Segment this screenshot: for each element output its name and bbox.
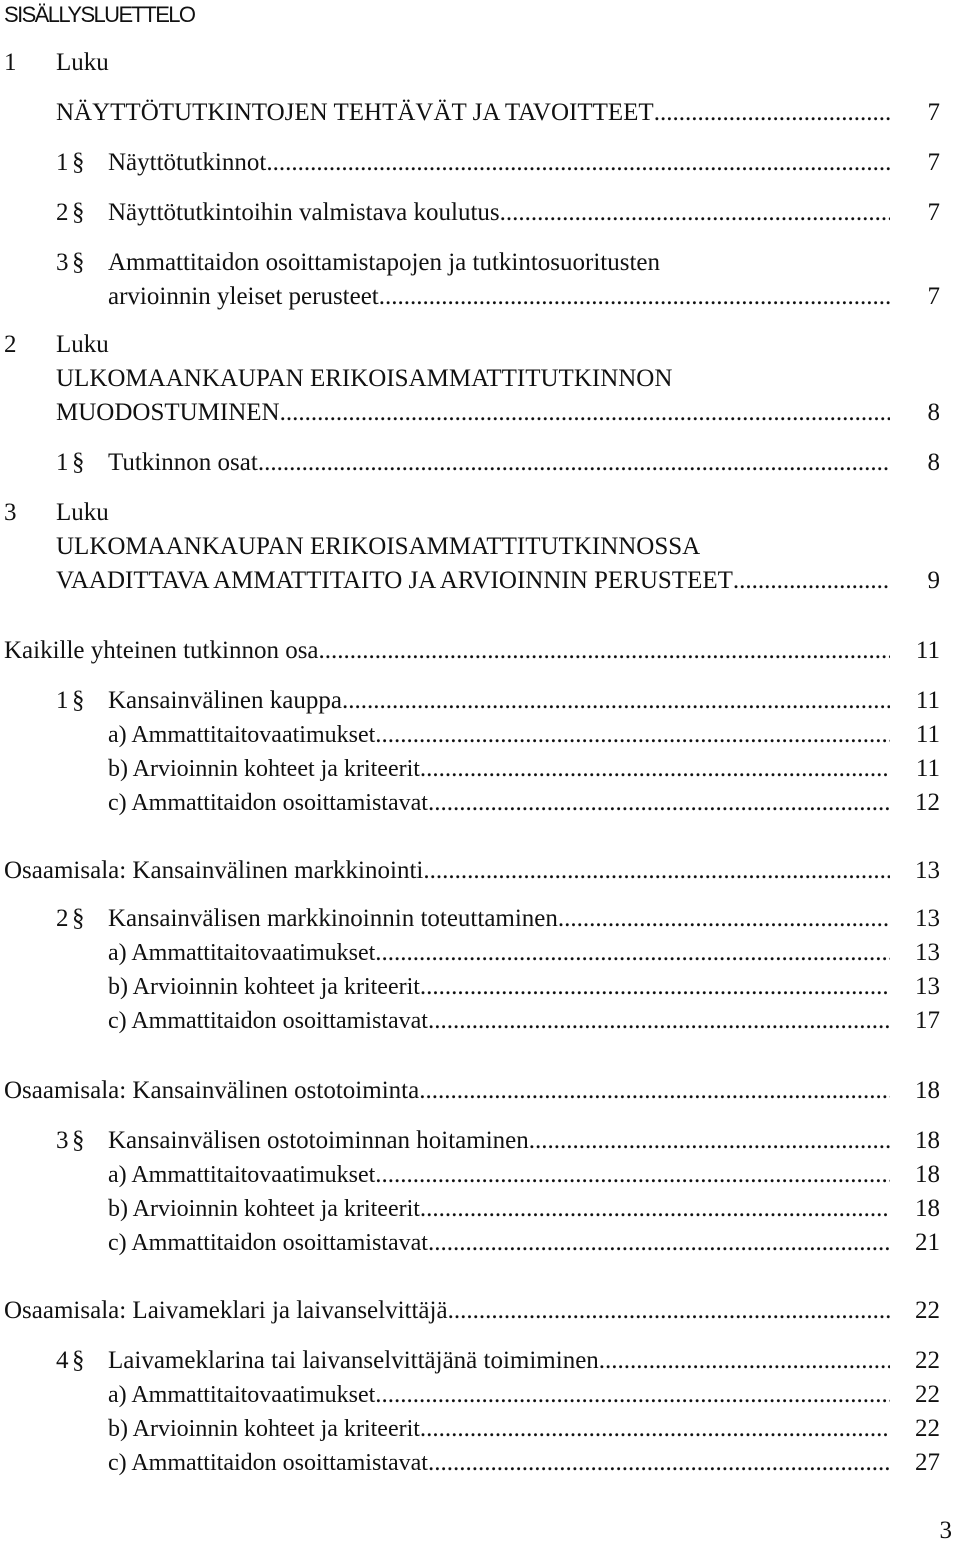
dot-leader: [342, 684, 890, 718]
toc-entry-label: c) Ammattitaidon osoittamistavat: [108, 1230, 428, 1256]
dot-leader: [266, 146, 890, 180]
dot-leader: [420, 752, 890, 786]
dot-leader: [420, 1192, 890, 1226]
chapter-number: 2: [4, 331, 17, 358]
dot-leader: [448, 1294, 890, 1328]
toc-entry-page: 13: [915, 939, 940, 966]
toc-entry-line2[interactable]: [0, 396, 960, 430]
dot-leader: [733, 564, 890, 598]
toc-entry-label: a) Ammattitaitovaatimukset: [108, 1162, 376, 1188]
toc-subentry[interactable]: [0, 1004, 960, 1038]
toc-entry[interactable]: [0, 1074, 960, 1108]
toc-subentry[interactable]: [0, 718, 960, 752]
toc-entry[interactable]: [0, 1344, 960, 1378]
dot-leader: [428, 786, 890, 820]
section-number: 2: [56, 905, 69, 932]
section-sign-icon: §: [72, 449, 85, 476]
toc-entry-page: 9: [927, 567, 940, 594]
dot-leader: [375, 1378, 890, 1412]
toc-entry[interactable]: [0, 446, 960, 480]
section-number: 3: [56, 249, 69, 276]
toc-entry-label: ULKOMAANKAUPAN ERIKOISAMMATTITUTKINNON: [56, 365, 673, 392]
section-number: 1: [56, 449, 69, 476]
toc-entry-label: Osaamisala: Laivameklari ja laivanselvittäjä: [4, 1297, 448, 1324]
toc-entry-label: Kansainvälinen kauppa: [108, 687, 342, 714]
section-sign-icon: §: [72, 687, 85, 714]
toc-entry-label: b) Arvioinnin kohteet ja kriteerit: [108, 1416, 420, 1442]
toc-entry-page: 8: [927, 399, 940, 426]
toc-subentry[interactable]: [0, 936, 960, 970]
dot-leader: [423, 854, 890, 888]
toc-entry-label: Kaikille yhteinen tutkinnon osa: [4, 637, 319, 664]
toc-entry-line1[interactable]: [0, 362, 960, 396]
dot-leader: [258, 446, 890, 480]
toc-entry[interactable]: [0, 1294, 960, 1328]
toc-entry-page: 13: [915, 973, 940, 1000]
dot-leader: [375, 1158, 890, 1192]
toc-entry-page: 7: [927, 199, 940, 226]
toc-entry-page: 18: [915, 1127, 940, 1154]
dot-leader: [375, 936, 890, 970]
toc-entry-page: 8: [927, 449, 940, 476]
section-number: 4: [56, 1347, 69, 1374]
dot-leader: [280, 396, 890, 430]
toc-entry-page: 13: [915, 857, 940, 884]
toc-entry-page: 21: [915, 1229, 940, 1256]
toc-entry[interactable]: [0, 1124, 960, 1158]
toc-entry-page: 7: [927, 99, 940, 126]
dot-leader: [419, 1074, 890, 1108]
toc-entry-line1[interactable]: [0, 246, 960, 280]
toc-entry-page: 11: [915, 721, 940, 748]
dot-leader: [428, 1446, 890, 1480]
toc-entry-page: 13: [915, 905, 940, 932]
section-sign-icon: §: [72, 249, 85, 276]
section-number: 3: [56, 1127, 69, 1154]
toc-subentry[interactable]: [0, 752, 960, 786]
toc-entry-label-cont: MUODOSTUMINEN: [56, 399, 280, 426]
dot-leader: [420, 970, 890, 1004]
toc-entry-label: b) Arvioinnin kohteet ja kriteerit: [108, 1196, 420, 1222]
toc-entry-label: Osaamisala: Kansainvälinen markkinointi: [4, 857, 424, 884]
toc-entry-page: 11: [915, 687, 940, 714]
toc-subentry[interactable]: [0, 786, 960, 820]
chapter-heading: [0, 328, 960, 362]
toc-entry-label: a) Ammattitaitovaatimukset: [108, 940, 376, 966]
toc-entry[interactable]: [0, 854, 960, 888]
toc-entry-label-cont: arvioinnin yleiset perusteet: [108, 283, 379, 310]
dot-leader: [599, 1344, 890, 1378]
toc-entry-page: 27: [915, 1449, 940, 1476]
chapter-heading: [0, 46, 960, 80]
dot-leader: [428, 1004, 890, 1038]
toc-entry-label: b) Arvioinnin kohteet ja kriteerit: [108, 756, 420, 782]
dot-leader: [420, 1412, 890, 1446]
toc-entry[interactable]: [0, 902, 960, 936]
toc-entry[interactable]: [0, 146, 960, 180]
chapter-number: 1: [4, 49, 17, 76]
toc-entry-label: c) Ammattitaidon osoittamistavat: [108, 1008, 428, 1034]
toc-entry[interactable]: [0, 96, 960, 130]
toc-subentry[interactable]: [0, 1226, 960, 1260]
toc-entry-label: a) Ammattitaitovaatimukset: [108, 1382, 376, 1408]
toc-entry-label: Osaamisala: Kansainvälinen ostotoiminta: [4, 1077, 420, 1104]
chapter-number: 3: [4, 499, 17, 526]
toc-entry-page: 18: [915, 1161, 940, 1188]
toc-subentry[interactable]: [0, 1158, 960, 1192]
toc-entry-page: 18: [915, 1195, 940, 1222]
section-sign-icon: §: [72, 149, 85, 176]
dot-leader: [654, 96, 890, 130]
dot-leader: [375, 718, 890, 752]
page-title: SISÄLLYSLUETTELO: [4, 2, 195, 27]
toc-entry-label: a) Ammattitaitovaatimukset: [108, 722, 376, 748]
toc-entry-label: c) Ammattitaidon osoittamistavat: [108, 790, 428, 816]
toc-entry-page: 22: [915, 1381, 940, 1408]
dot-leader: [379, 280, 890, 314]
section-sign-icon: §: [72, 1127, 85, 1154]
dot-leader: [529, 1124, 890, 1158]
dot-leader: [428, 1226, 890, 1260]
section-sign-icon: §: [72, 1347, 85, 1374]
toc-entry[interactable]: [0, 684, 960, 718]
toc-entry-label: NÄYTTÖTUTKINTOJEN TEHTÄVÄT JA TAVOITTEET: [56, 99, 654, 126]
toc-subentry[interactable]: [0, 970, 960, 1004]
chapter-label: Luku: [56, 499, 109, 526]
chapter-label: Luku: [56, 331, 109, 358]
toc-entry-line1[interactable]: [0, 530, 960, 564]
toc-entry-page: 22: [915, 1297, 940, 1324]
dot-leader: [319, 634, 890, 668]
toc-entry-label: Ammattitaidon osoittamistapojen ja tutkintosuoritusten: [108, 249, 661, 276]
chapter-heading: [0, 496, 960, 530]
toc-entry-line2[interactable]: [0, 564, 960, 598]
toc-entry-label: Kansainvälisen markkinoinnin toteuttaminen: [108, 905, 558, 932]
toc-entry-page: 18: [915, 1077, 940, 1104]
section-number: 2: [56, 199, 69, 226]
chapter-label: Luku: [56, 49, 109, 76]
section-sign-icon: §: [72, 199, 85, 226]
toc-entry-page: 17: [915, 1007, 940, 1034]
toc-subentry[interactable]: [0, 1446, 960, 1480]
toc-entry[interactable]: [0, 634, 960, 668]
toc-entry-label: b) Arvioinnin kohteet ja kriteerit: [108, 974, 420, 1000]
toc-entry-page: 11: [915, 755, 940, 782]
toc-entry[interactable]: [0, 196, 960, 230]
toc-entry-label: Näyttötutkintoihin valmistava koulutus: [108, 199, 500, 226]
toc-entry-page: 22: [915, 1415, 940, 1442]
toc-entry-label: Näyttötutkinnot: [108, 149, 267, 176]
toc-entry-label: ULKOMAANKAUPAN ERIKOISAMMATTITUTKINNOSSA: [56, 533, 701, 560]
toc-entry-label: Tutkinnon osat: [108, 449, 258, 476]
toc-entry-page: 22: [915, 1347, 940, 1374]
section-number: 1: [56, 149, 69, 176]
dot-leader: [558, 902, 890, 936]
toc-entry-label: c) Ammattitaidon osoittamistavat: [108, 1450, 428, 1476]
dot-leader: [500, 196, 890, 230]
toc-entry-label: Kansainvälisen ostotoiminnan hoitaminen: [108, 1127, 529, 1154]
toc-entry-label: Laivameklarina tai laivanselvittäjänä toimiminen: [108, 1347, 599, 1374]
toc-subentry[interactable]: [0, 1378, 960, 1412]
page-number: 3: [939, 1517, 952, 1544]
toc-entry-page: 12: [915, 789, 940, 816]
toc-entry-label-cont: VAADITTAVA AMMATTITAITO JA ARVIOINNIN PERUSTEET: [56, 567, 733, 594]
toc-subentry[interactable]: [0, 1192, 960, 1226]
section-number: 1: [56, 687, 69, 714]
toc-entry-page: 11: [915, 637, 940, 664]
toc-subentry[interactable]: [0, 1412, 960, 1446]
toc-entry-page: 7: [927, 149, 940, 176]
toc-entry-page: 7: [927, 283, 940, 310]
section-sign-icon: §: [72, 905, 85, 932]
toc-entry-line2[interactable]: [0, 280, 960, 314]
